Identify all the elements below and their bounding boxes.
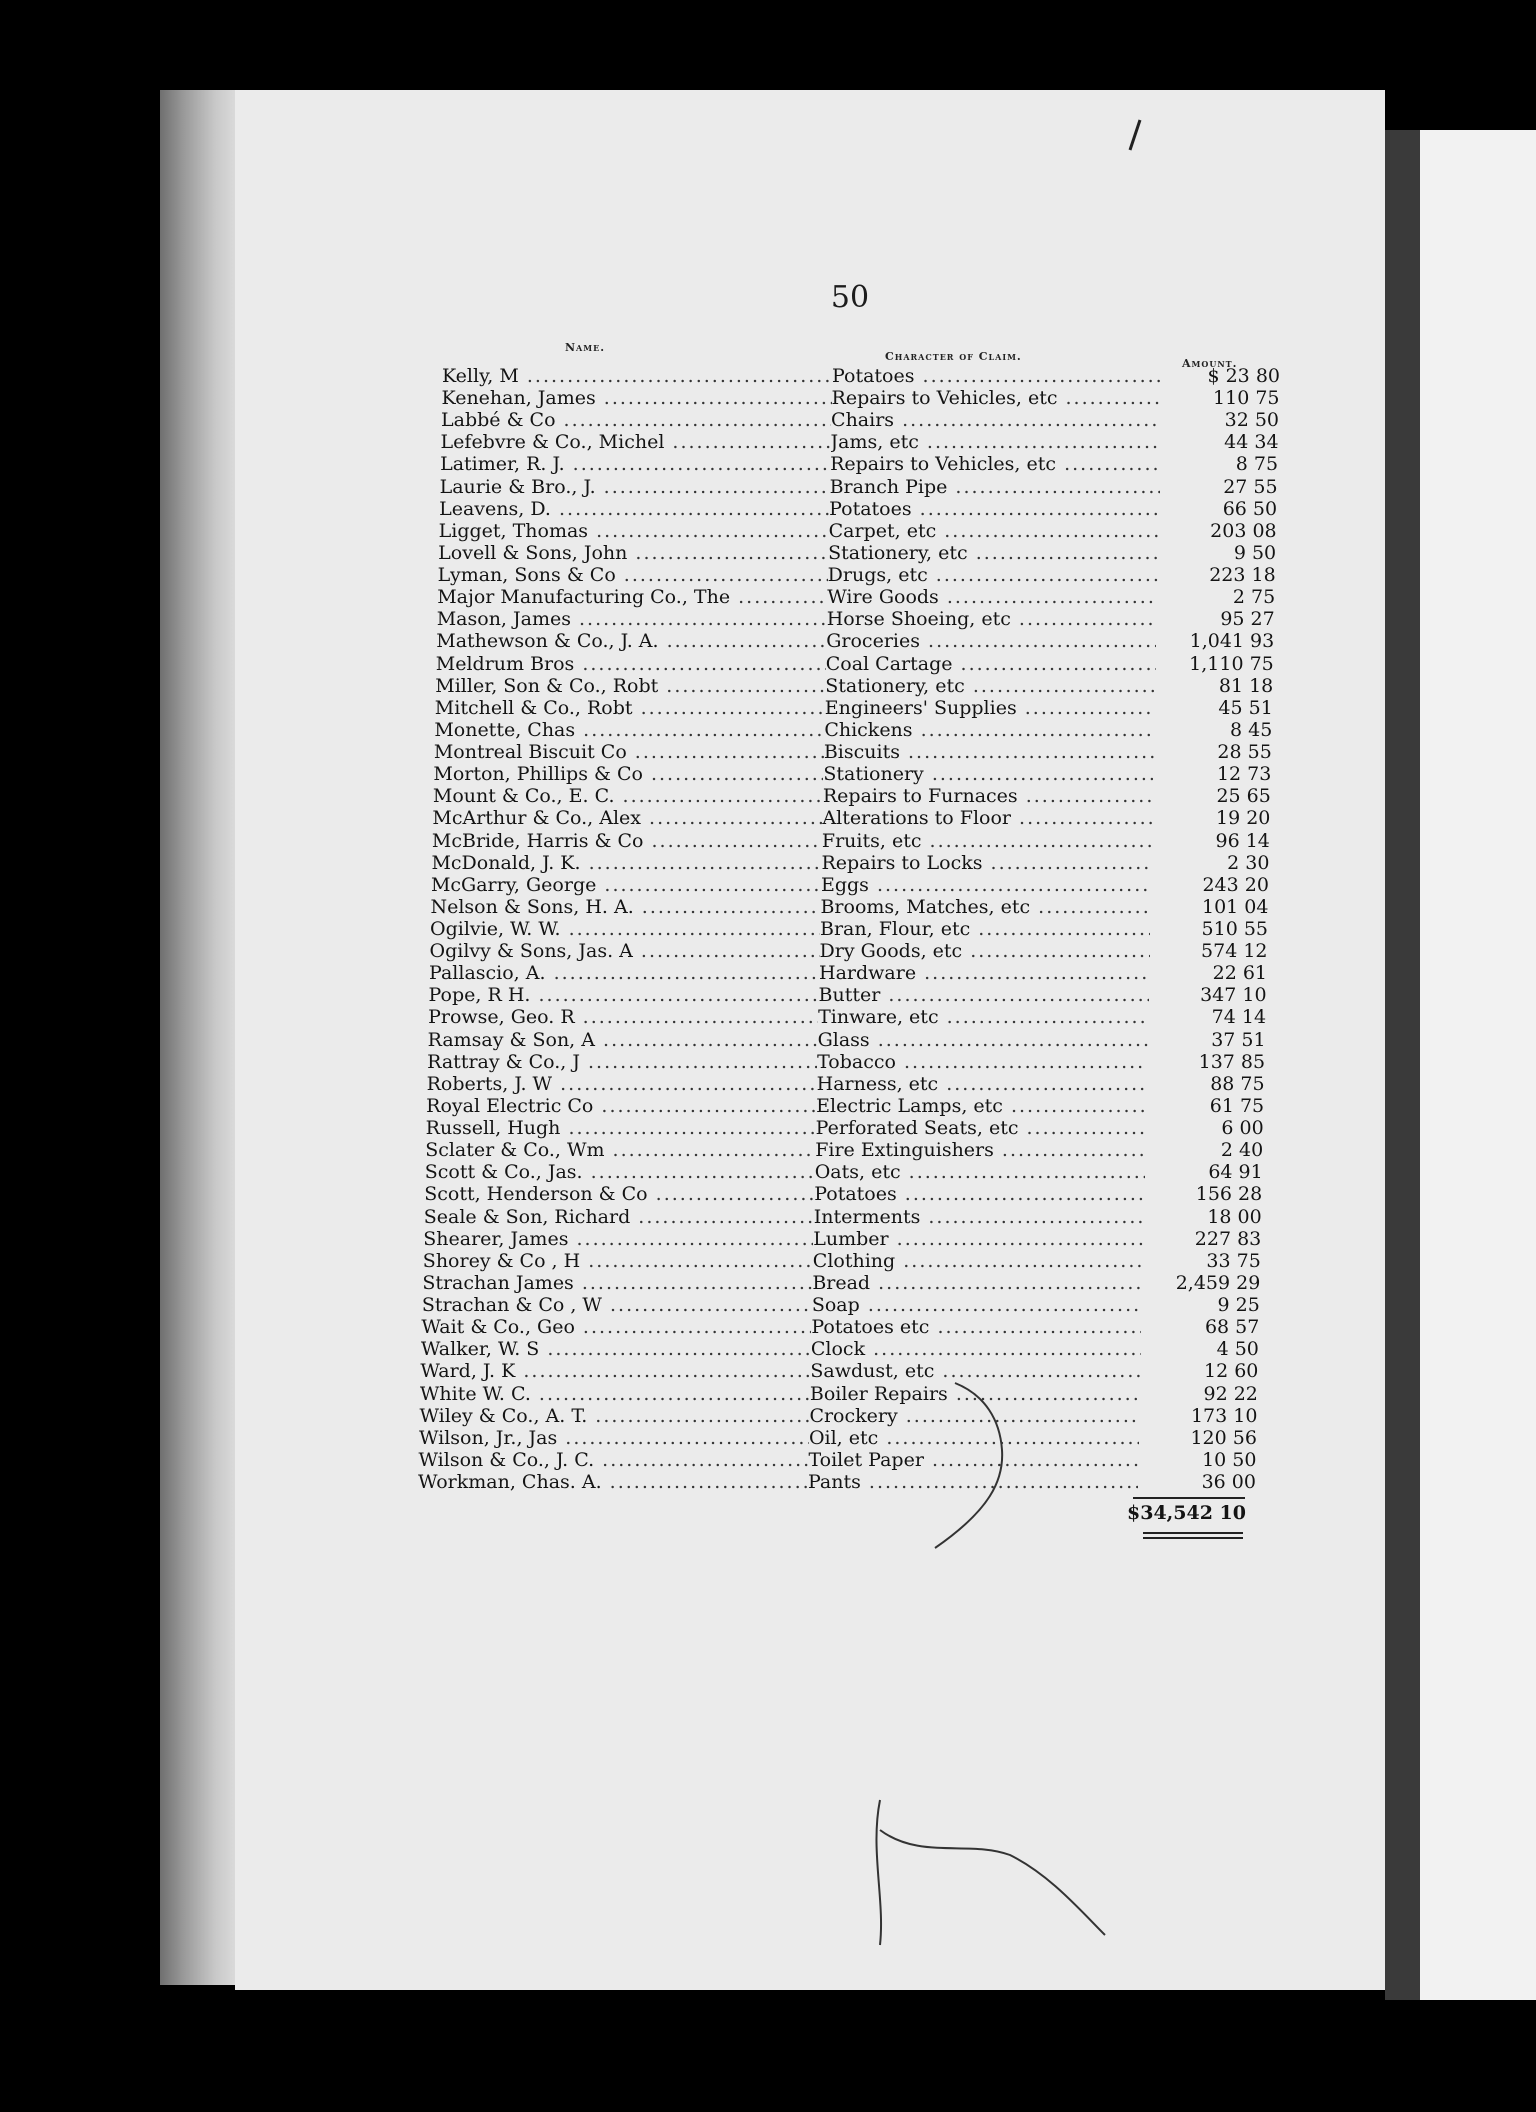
claim-amount: 45 51 [1218,696,1273,719]
claim-character: Fire Extinguishers ..... [815,1139,1145,1161]
claim-amount: 510 55 [1201,918,1268,940]
claim-character: Wire Goods ..... [827,586,1157,608]
claimant-name: Labbé & Co ..... [441,409,831,431]
claim-amount: 101 04 [1201,895,1269,918]
claim-character: Groceries ..... [826,630,1156,652]
claim-amount: 9 50 [1233,541,1277,564]
claim-character: Glass ..... [818,1029,1148,1051]
claim-amount: 81 18 [1218,674,1274,697]
claimant-name: Russell, Hugh ..... [426,1117,816,1139]
claim-amount: 96 14 [1215,829,1270,852]
claim-amount: 37 51 [1211,1028,1266,1051]
claim-amount: 10 50 [1202,1448,1257,1471]
claim-amount: 27 55 [1223,475,1278,498]
claimant-name: Laurie & Bro., J. ..... [440,476,830,498]
claim-amount: 28 55 [1217,741,1272,764]
claim-amount: 8 75 [1235,453,1279,476]
claim-character: Perforated Seats, etc ..... [816,1117,1146,1139]
claimant-name: McArthur & Co., Alex ..... [432,807,822,829]
claim-character: Lumber ..... [813,1228,1143,1250]
claim-character: Oats, etc ..... [815,1161,1145,1183]
claim-amount: 95 27 [1220,608,1275,631]
claim-amount: 64 91 [1208,1161,1263,1184]
claimant-name: Monette, Chas ..... [434,719,824,741]
claim-character: Tobacco ..... [817,1051,1147,1073]
claim-amount: $ 23 80 [1207,365,1280,387]
claim-amount: 243 20 [1202,873,1269,896]
claimant-name: Scott & Co., Jas. ..... [425,1161,815,1183]
claim-character: Potatoes ..... [832,365,1162,387]
claim-character: Harness, etc ..... [817,1073,1147,1095]
claim-character: Electric Lamps, etc ..... [816,1095,1146,1117]
claim-amount: 2 40 [1220,1139,1264,1162]
claimant-name: Roberts, J. W ..... [427,1073,817,1095]
pencil-scribble-mark [935,1383,1002,1548]
claim-character: Eggs ..... [821,874,1151,896]
claimant-name: Wait & Co., Geo ..... [421,1316,811,1338]
claim-amount: 227 83 [1194,1227,1262,1250]
claim-amount: 9 25 [1217,1294,1260,1317]
claimant-name: Morton, Phillips & Co ..... [433,763,823,785]
claim-amount: 74 14 [1211,1006,1267,1029]
claim-character: Dry Goods, etc ..... [820,940,1150,962]
claim-character: Stationery, etc ..... [825,675,1155,697]
claim-amount: 8 45 [1230,718,1273,741]
claimant-name: Scott, Henderson & Co ..... [424,1183,814,1205]
claimant-name: Mitchell & Co., Robt ..... [435,697,825,719]
claim-character: Butter ..... [819,984,1149,1006]
claimant-name: Seale & Son, Richard ..... [424,1206,814,1228]
claim-amount: 12 60 [1203,1360,1259,1383]
claim-character: Potatoes ..... [829,498,1159,520]
claimant-name: Kelly, M ..... [442,365,832,387]
claimant-name: Lyman, Sons & Co ..... [438,564,828,586]
claim-amount: 2,459 29 [1175,1271,1261,1294]
claimant-name: McGarry, George ..... [431,874,821,896]
claim-character: Sawdust, etc ..... [810,1360,1140,1382]
claim-amount: 25 65 [1216,785,1271,808]
claim-amount: 33 75 [1206,1249,1261,1272]
claim-character: Carpet, etc ..... [829,520,1159,542]
claimant-name: Leavens, D. ..... [439,498,829,520]
claim-character: Toilet Paper ..... [808,1449,1138,1471]
claimant-name: Shearer, James ..... [423,1228,813,1250]
claim-amount: 44 34 [1224,431,1279,454]
claimant-name: Shorey & Co , H ..... [423,1250,813,1272]
claim-amount: 1,041 93 [1189,630,1275,653]
claim-amount: 36 00 [1201,1471,1256,1493]
claimant-name: Strachan & Co , W ..... [422,1294,812,1316]
claimant-name: Mount & Co., E. C. ..... [433,785,823,807]
claim-character: Fruits, etc ..... [822,830,1152,852]
claim-amount: 223 18 [1209,564,1276,587]
claim-character: Potatoes etc ..... [811,1316,1141,1338]
claim-amount: 2 75 [1232,586,1276,609]
claim-amount: 574 12 [1201,940,1268,963]
claim-character: Repairs to Vehicles, etc ..... [832,387,1162,409]
claim-character: Soap ..... [812,1294,1142,1316]
claimant-name: Ramsay & Son, A ..... [428,1029,818,1051]
claim-amount: 4 50 [1216,1338,1259,1361]
claim-amount: 1,110 75 [1189,652,1274,675]
claim-amount: 19 20 [1215,807,1271,830]
claimant-name: Lovell & Sons, John ..... [438,542,828,564]
claimant-name: Sclater & Co., Wm ..... [425,1139,815,1161]
claim-amount: 18 00 [1207,1205,1262,1228]
claim-character: Interments ..... [814,1206,1144,1228]
claim-character: Repairs to Furnaces ..... [823,785,1153,807]
claimant-name: Prowse, Geo. R ..... [428,1006,818,1028]
claimant-name: Wilson & Co., J. C. ..... [418,1449,808,1471]
claim-character: Bran, Flour, etc ..... [820,918,1150,940]
claim-amount: 61 75 [1209,1094,1265,1117]
claimant-name: Miller, Son & Co., Robt ..... [435,675,825,697]
claim-character: Brooms, Matches, etc ..... [820,896,1150,918]
claim-amount: 137 85 [1198,1050,1266,1073]
claim-character: Bread ..... [812,1272,1142,1294]
claim-character: Alterations to Floor ..... [822,807,1152,829]
claim-amount: 68 57 [1204,1316,1260,1339]
claim-amount: 66 50 [1222,497,1278,520]
page-number: 50 [830,280,870,315]
claim-amount: 110 75 [1213,387,1280,410]
claimant-name: Major Manufacturing Co., The ..... [437,586,827,608]
claim-amount: 88 75 [1210,1072,1265,1095]
claimant-name: Pallascio, A. ..... [429,962,819,984]
claim-amount: 173 10 [1190,1404,1258,1427]
claimant-name: Ligget, Thomas ..... [439,520,829,542]
claim-character: Biscuits ..... [824,741,1154,763]
claimant-name: White W. C. ..... [420,1383,810,1405]
amount-column-header: Amount. [1182,357,1238,370]
claim-amount: 347 10 [1200,984,1267,1007]
claim-character: Chickens ..... [824,719,1154,741]
claimant-name: Kenehan, James ..... [442,387,832,409]
claim-amount: 92 22 [1203,1382,1258,1405]
claim-character: Horse Shoeing, etc ..... [827,608,1157,630]
character-of-claim-column-header: Character of Claim. [885,350,1022,363]
claim-amount: 203 08 [1210,519,1277,542]
claim-amount: 6 00 [1221,1117,1264,1140]
claim-amount: 32 50 [1224,409,1280,432]
claim-character: Crockery ..... [809,1405,1139,1427]
claim-character: Drugs, etc ..... [828,564,1158,586]
claimant-name: Rattray & Co., J ..... [427,1051,817,1073]
claim-character: Jams, etc ..... [831,431,1161,453]
claim-character: Branch Pipe ..... [830,476,1160,498]
claimant-name: Pope, R H. ..... [429,984,819,1006]
claim-amount: 120 56 [1190,1426,1257,1449]
claimant-name: McBride, Harris & Co ..... [432,830,822,852]
claim-character: Clock ..... [811,1338,1141,1360]
claimant-name: McDonald, J. K. ..... [431,852,821,874]
claimant-name: Montreal Biscuit Co ..... [434,741,824,763]
claimant-name: Wiley & Co., A. T. ..... [419,1405,809,1427]
claim-character: Chairs ..... [831,409,1161,431]
claim-character: Repairs to Vehicles, etc ..... [830,453,1160,475]
claim-character: Stationery, etc ..... [828,542,1158,564]
claimant-name: Ogilvy & Sons, Jas. A ..... [430,940,820,962]
claimant-name: Meldrum Bros ..... [436,653,826,675]
claimant-name: Ogilvie, W. W. ..... [430,918,820,940]
claim-character: Tinware, etc ..... [818,1006,1148,1028]
claim-character: Oil, etc ..... [809,1427,1139,1449]
claimant-name: Wilson, Jr., Jas ..... [419,1427,809,1449]
claimant-name: Walker, W. S ..... [421,1338,811,1360]
grand-total: $34,542 10 [1127,1502,1246,1524]
claim-amount: 156 28 [1195,1183,1263,1206]
claim-character: Repairs to Locks ..... [821,852,1151,874]
claim-character: Stationery ..... [823,763,1153,785]
claim-amount: 12 73 [1216,763,1272,786]
claimant-name: Ward, J. K ..... [420,1360,810,1382]
claimant-name: Mason, James ..... [437,608,827,630]
claim-amount: 2 30 [1227,851,1270,874]
claimant-name: Latimer, R. J. ..... [440,453,830,475]
claim-amount: 22 61 [1212,962,1268,985]
claim-character: Coal Cartage ..... [826,653,1156,675]
name-column-header: Name. [565,341,606,354]
pencil-scribble-mark [876,1800,1105,1945]
claimant-name: Lefebvre & Co., Michel ..... [441,431,831,453]
claim-character: Engineers' Supplies ..... [825,697,1155,719]
claim-character: Potatoes ..... [814,1183,1144,1205]
claimant-name: Nelson & Sons, H. A. ..... [430,896,820,918]
claimant-name: Workman, Chas. A. ..... [418,1471,808,1493]
claim-character: Boiler Repairs ..... [810,1383,1140,1405]
pencil-scribble-mark [1130,120,1140,150]
claim-character: Hardware ..... [819,962,1149,984]
claimant-name: Royal Electric Co ..... [426,1095,816,1117]
claimant-name: Strachan James ..... [422,1272,812,1294]
claim-character: Clothing ..... [813,1250,1143,1272]
claim-character: Pants ..... [808,1471,1138,1493]
claimant-name: Mathewson & Co., J. A. ..... [436,630,826,652]
